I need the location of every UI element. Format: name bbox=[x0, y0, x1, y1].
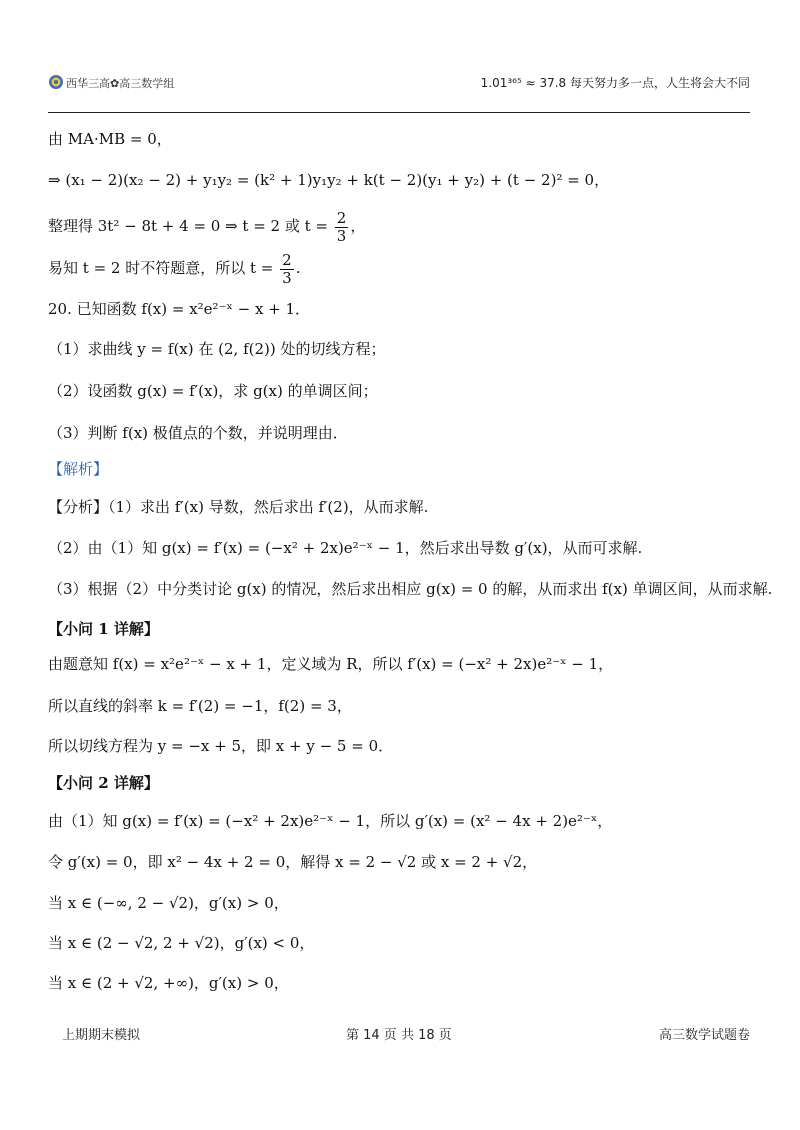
solution-line: 当 x ∈ (−∞, 2 − √2)，g′(x) > 0， bbox=[48, 894, 289, 912]
analysis-heading: 【解析】 bbox=[48, 460, 109, 478]
header-motto: 1.01³⁶⁵ ≈ 37.8 每天努力多一点，人生将会大不同 bbox=[480, 76, 750, 90]
fraction-numerator: 2 bbox=[336, 209, 347, 227]
solution-line: 由题意知 f(x) = x²e²⁻ˣ − x + 1，定义域为 R，所以 f′(x) = (−x² + 2x)e²⁻ˣ − 1， bbox=[48, 655, 614, 673]
fraction-numerator: 2 bbox=[282, 251, 292, 269]
analysis-line: （2）由（1）知 g(x) = f′(x) = (−x² + 2x)e²⁻ˣ − 1，然后求出导数 g′(x)，从而可求解. bbox=[48, 539, 643, 557]
solution-line: 由（1）知 g(x) = f′(x) = (−x² + 2x)e²⁻ˣ − 1，所以 g′(x) = (x² − 4x + 2)e²⁻ˣ， bbox=[48, 812, 613, 830]
fraction bbox=[280, 252, 294, 286]
fraction bbox=[335, 210, 349, 244]
solution-line bbox=[48, 210, 365, 244]
page-header bbox=[48, 72, 750, 96]
punctuation: ， bbox=[350, 217, 366, 235]
analysis-line: （3）根据（2）中分类讨论 g(x) 的情况，然后求出相应 g(x) = 0 的解，从而求出 f(x) 单调区间，从而求解. bbox=[48, 580, 773, 598]
solution-line: 所以直线的斜率 k = f′(2) = −1，f(2) = 3， bbox=[48, 697, 352, 715]
problem-statement: 20. 已知函数 f(x) = x²e²⁻ˣ − x + 1． bbox=[48, 300, 311, 318]
solution-text: 整理得 3t² − 8t + 4 = 0 ⇒ t = 2 或 t = bbox=[48, 217, 329, 235]
solution-line: 所以切线方程为 y = −x + 5，即 x + y − 5 = 0． bbox=[48, 737, 394, 755]
solution-line: ⇒ (x₁ − 2)(x₂ − 2) + y₁y₂ = (k² + 1)y₁y₂ + k(t − 2)(y₁ + y₂) + (t − 2)² = 0， bbox=[48, 171, 610, 189]
fraction-denominator: 3 bbox=[336, 226, 347, 245]
fraction-denominator: 3 bbox=[282, 268, 292, 287]
footer-left: 上期期末模拟 bbox=[62, 1028, 141, 1043]
school-name: 西华三高✿高三数学组 bbox=[66, 77, 175, 90]
solution-line bbox=[48, 252, 300, 286]
solution-line: 令 g′(x) = 0，即 x² − 4x + 2 = 0，解得 x = 2 − √2 或 x = 2 + √2， bbox=[48, 853, 538, 871]
problem-part-1: （1）求曲线 y = f(x) 在 (2, f(2)) 处的切线方程； bbox=[48, 340, 386, 358]
solution-text: 易知 t = 2 时不符题意，所以 t = bbox=[48, 259, 274, 277]
subsection-heading: 【小问 2 详解】 bbox=[48, 774, 159, 792]
analysis-line: 【分析】（1）求出 f′(x) 导数，然后求出 f′(2)，从而求解. bbox=[48, 498, 429, 516]
school-logo-icon bbox=[48, 74, 64, 90]
problem-part-3: （3）判断 f(x) 极值点的个数，并说明理由． bbox=[48, 424, 348, 442]
solution-line: 由 MA·MB = 0， bbox=[48, 130, 172, 148]
header-divider bbox=[48, 112, 750, 113]
subsection-heading: 【小问 1 详解】 bbox=[48, 620, 159, 638]
punctuation: . bbox=[295, 259, 301, 277]
solution-line: 当 x ∈ (2 − √2, 2 + √2)，g′(x) < 0， bbox=[48, 934, 315, 952]
footer-page-number: 第 14 页 共 18 页 bbox=[346, 1028, 452, 1043]
footer-right: 高三数学试题卷 bbox=[658, 1028, 750, 1043]
problem-part-2: （2）设函数 g(x) = f′(x)，求 g(x) 的单调区间； bbox=[48, 382, 378, 400]
solution-line: 当 x ∈ (2 + √2, +∞)，g′(x) > 0， bbox=[48, 974, 289, 992]
